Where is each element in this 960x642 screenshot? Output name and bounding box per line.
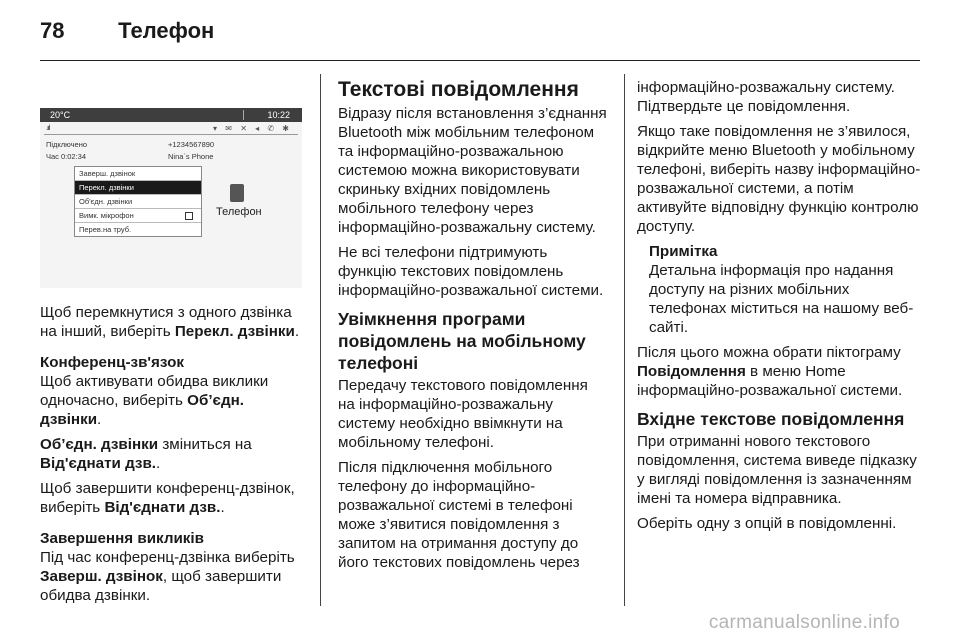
note-title: Примітка	[649, 243, 718, 260]
menu-item-mute-mic[interactable]	[75, 209, 201, 223]
section-heading-enable: Увімкнення програми повідомлень на мобільному телефоні	[338, 309, 586, 373]
checkbox-icon	[185, 212, 193, 220]
page-header	[40, 18, 214, 44]
text: Щоб активувати обидва виклики одночасно, виберіть	[40, 373, 269, 409]
paragraph	[40, 548, 308, 605]
call-menu	[74, 166, 202, 237]
section-heading-conference: Конференц-зв'язок	[40, 354, 184, 371]
section-heading-end-calls: Завершення викликів	[40, 530, 204, 547]
text: .	[97, 411, 102, 428]
infotainment-screenshot	[40, 108, 302, 288]
note-box	[637, 242, 922, 337]
text: Щоб перемкнутися з одного дзвінка на інший, виберіть	[40, 304, 292, 340]
paragraph: інформаційно-розважальну систему. Підтвердьте це повідомлення.	[637, 79, 895, 115]
column-divider	[320, 74, 321, 606]
menu-item-label: Вимк. мікрофон	[79, 211, 134, 220]
paragraph: При отриманні нового текстового повідомлення, система виведе підказку у вигляді повідомлення із зазначенням імені та номера відправника.	[637, 433, 917, 507]
bold-text: Від'єднати дзв.	[104, 499, 221, 516]
section-heading-sms: Текстові повідомлення	[338, 78, 579, 101]
bold-text: Заверш. дзвінок	[40, 568, 163, 585]
menu-item-switch-calls[interactable]: Перекл. дзвінки	[75, 181, 201, 195]
paragraph: Передачу текстового повідомлення на інформаційно-розважальну систему необхідно ввімкнути на мобільному телефоні.	[338, 377, 588, 451]
paragraph	[40, 479, 308, 517]
column-3	[637, 78, 922, 539]
phone-screen	[40, 122, 302, 288]
paragraph	[40, 303, 308, 341]
section-heading-incoming: Вхідне текстове повідомлення	[637, 409, 905, 429]
menu-item-transfer[interactable]: Перев.на труб.	[79, 225, 132, 234]
screen-top-bar	[40, 108, 302, 122]
note-body: Детальна інформація про надання доступу на різних мобільних телефонах міститься на нашому веб-сайті.	[649, 262, 914, 336]
bold-text: Від'єднати дзв.	[40, 455, 157, 472]
text: в меню Home інформаційно-розважальної системи.	[637, 363, 903, 399]
page-title: Телефон	[118, 18, 215, 43]
text: .	[294, 323, 300, 340]
status-icons: ▾ ✉ ✕ ◂ ✆ ✱	[213, 124, 292, 133]
watermark: carmanualsonline.info	[708, 612, 900, 633]
bold-text: Об’єдн. дзвінки	[40, 392, 244, 428]
paragraph: Відразу після встановлення з’єднання Bluetooth між мобільним телефоном та інформаційно-розважальною системою можна використовувати скриньку вхідних повідомлень мобільного телефону через інформаційно-розважальну систему.	[338, 105, 607, 236]
phone-label: Телефон	[216, 206, 262, 218]
signal-icon: .ııl	[46, 125, 50, 132]
menu-item-merge-calls[interactable]: Об'єдн. дзвінки	[75, 195, 201, 209]
menu-item-end-call[interactable]: Заверш. дзвінок	[75, 167, 201, 181]
paragraph	[40, 435, 308, 473]
bold-text: Об’єдн. дзвінки	[40, 436, 159, 453]
phone-icon	[230, 184, 244, 202]
header-rule	[40, 60, 920, 61]
text: зміниться на	[158, 436, 252, 453]
text: Під час конференц-дзвінка виберіть	[40, 549, 295, 566]
page-number: 78	[40, 18, 65, 43]
bold-text: Перекл. дзвінки	[174, 323, 295, 340]
bold-text: Повідомлення	[637, 363, 746, 380]
text: .	[220, 499, 225, 516]
paragraph	[637, 343, 922, 400]
column-2	[338, 78, 608, 578]
text: .	[156, 455, 161, 472]
caller-number: +1234567890	[168, 140, 215, 149]
column-1	[40, 303, 308, 611]
status-duration: Час 0:02:34	[46, 152, 87, 161]
top-bar-divider	[243, 110, 244, 120]
column-divider	[624, 74, 625, 606]
clock: 10:22	[267, 110, 290, 120]
text: Щоб завершити конференц-дзвінок, виберіть	[40, 480, 295, 516]
paragraph: Після підключення мобільного телефону до інформаційно-розважальної системі в телефоні може з’явитися повідомлення з запитом на отримання доступу до його текстових повідомлень через	[338, 459, 580, 571]
text: , щоб завершити обидва дзвінки.	[40, 568, 282, 604]
status-connected: Підключено	[46, 140, 88, 149]
paragraph: Оберіть одну з опцій в повідомленні.	[637, 515, 897, 532]
temperature: 20°C	[50, 110, 71, 120]
paragraph	[40, 372, 308, 429]
paragraph: Якщо таке повідомлення не з’явилося, відкрийте меню Bluetooth у мобільному телефоні, виберіть назву інформаційно-розважальної системи, а потім активуйте відповідну функцію контролю доступу.	[637, 123, 921, 235]
screen-divider	[44, 134, 298, 135]
text: Після цього можна обрати піктограму	[637, 344, 901, 361]
paragraph: Не всі телефони підтримують функцію текстових повідомлень інформаційно-розважальної системи.	[338, 244, 604, 299]
phone-name: Nina`s Phone	[168, 152, 214, 161]
